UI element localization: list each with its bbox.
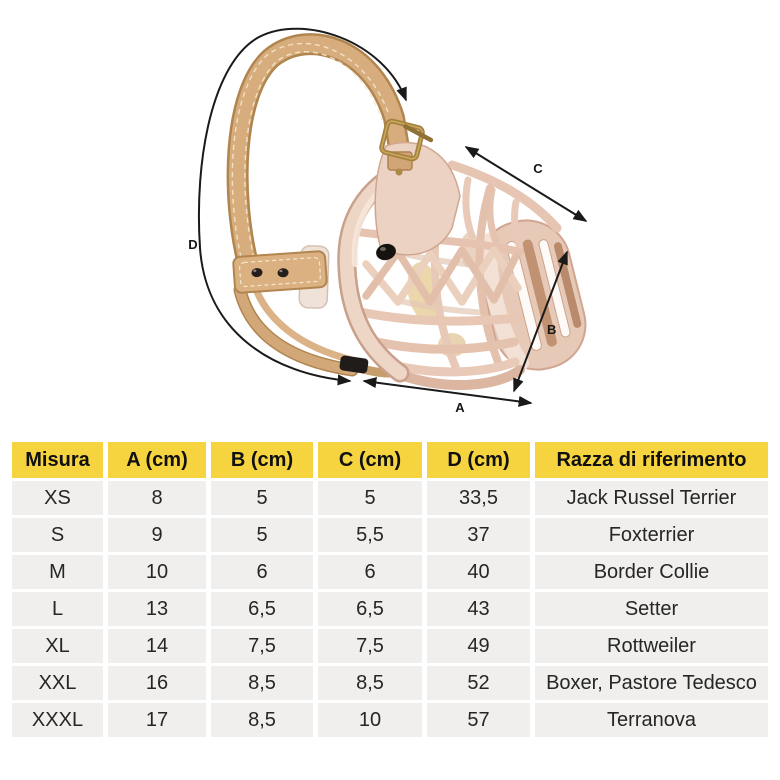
column-header-c: C (cm) (318, 442, 422, 478)
table-row (12, 703, 768, 737)
table-cell: 5 (318, 481, 422, 515)
table-row (12, 592, 768, 626)
table-cell: 8,5 (211, 703, 313, 737)
table-cell: 37 (427, 518, 530, 552)
table-cell: Rottweiler (535, 629, 768, 663)
table-cell: 14 (108, 629, 206, 663)
table-cell: 6 (211, 555, 313, 589)
table-cell: XS (12, 481, 103, 515)
table-cell: L (12, 592, 103, 626)
table-row (12, 666, 768, 700)
table-cell: 52 (427, 666, 530, 700)
table-row (12, 629, 768, 663)
table-cell: XXL (12, 666, 103, 700)
table-cell: 40 (427, 555, 530, 589)
table-cell: S (12, 518, 103, 552)
table-cell: 57 (427, 703, 530, 737)
column-header-razza: Razza di riferimento (535, 442, 768, 478)
column-header-b: B (cm) (211, 442, 313, 478)
table-row (12, 518, 768, 552)
table-cell: Terranova (535, 703, 768, 737)
table-cell: 10 (318, 703, 422, 737)
table-cell: 6 (318, 555, 422, 589)
column-header-misura: Misura (12, 442, 103, 478)
table-header-row (12, 442, 768, 478)
table-cell: XL (12, 629, 103, 663)
table-cell: 49 (427, 629, 530, 663)
table-cell: 5 (211, 518, 313, 552)
table-cell: 9 (108, 518, 206, 552)
table-cell: 43 (427, 592, 530, 626)
table-cell: 13 (108, 592, 206, 626)
table-row (12, 555, 768, 589)
table-cell: 6,5 (318, 592, 422, 626)
size-table (7, 439, 773, 740)
measure-label-c: C (533, 161, 543, 176)
table-row (12, 481, 768, 515)
table-cell: 17 (108, 703, 206, 737)
table-cell: 8,5 (211, 666, 313, 700)
riveted-strap-plate (233, 251, 327, 293)
table-cell: 10 (108, 555, 206, 589)
table-cell: Border Collie (535, 555, 768, 589)
table-cell: Jack Russel Terrier (535, 481, 768, 515)
basket (347, 143, 595, 386)
table-cell: 7,5 (318, 629, 422, 663)
table-cell: 33,5 (427, 481, 530, 515)
table-cell: 5,5 (318, 518, 422, 552)
measure-label-a: A (455, 400, 465, 415)
table-cell: XXXL (12, 703, 103, 737)
table-cell: Foxterrier (535, 518, 768, 552)
table-cell: 8 (108, 481, 206, 515)
table-cell: 16 (108, 666, 206, 700)
table-cell: Boxer, Pastore Tedesco (535, 666, 768, 700)
table-cell: 7,5 (211, 629, 313, 663)
table-cell: Setter (535, 592, 768, 626)
table-cell: M (12, 555, 103, 589)
table-cell: 6,5 (211, 592, 313, 626)
table-cell: 5 (211, 481, 313, 515)
column-header-a: A (cm) (108, 442, 206, 478)
measure-label-d: D (188, 237, 198, 252)
column-header-d: D (cm) (427, 442, 530, 478)
table-cell: 8,5 (318, 666, 422, 700)
measure-label-b: B (547, 322, 557, 337)
